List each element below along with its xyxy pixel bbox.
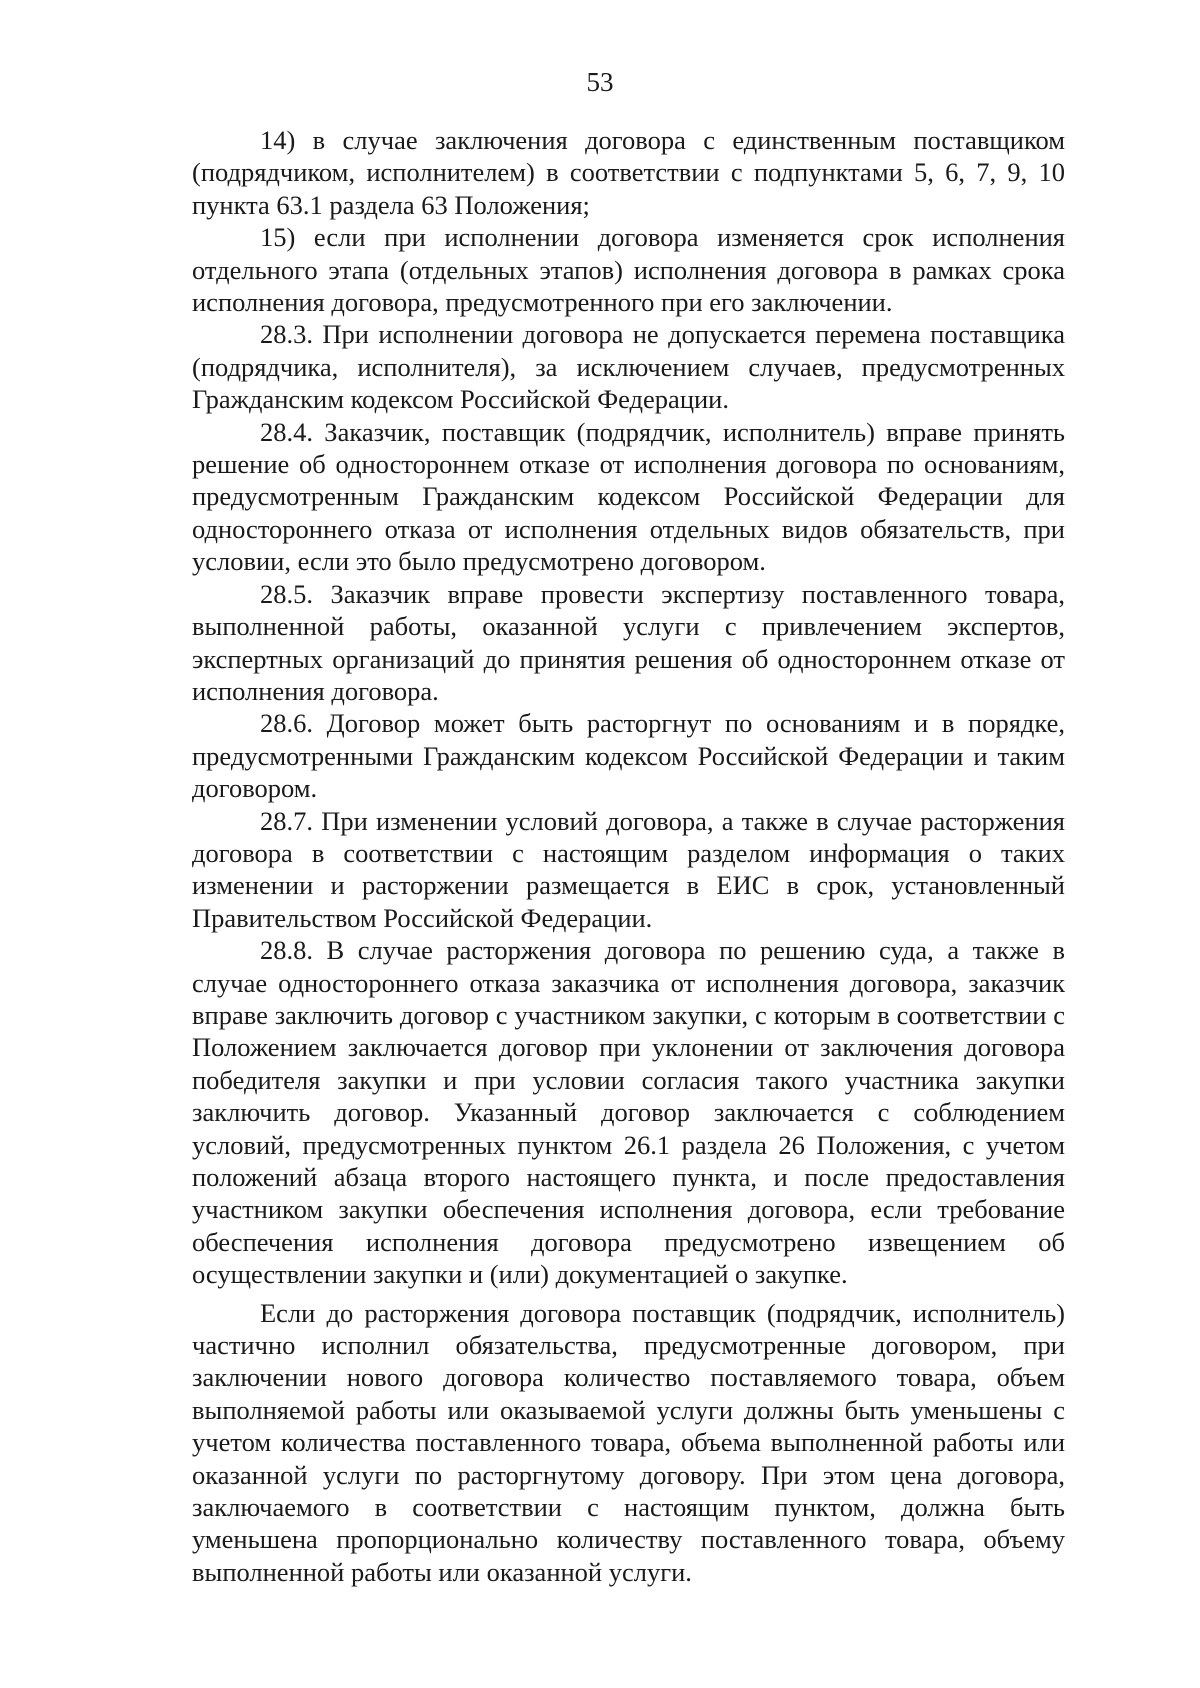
paragraph-28-8: 28.8. В случае расторжения договора по решению суда, а также в случае одностороннего отказа заказчика от исполнения договора, заказчик вправе заключить договор с участником закупки, с которым в соответствии с Положением заключается договор при уклонении от заключения договора победителя закупки и при условии согласия такого участника закупки заключить договор. Указанный договор заключается с соблюдением условий, предусмотренных пунктом 26.1 раздела 26 Положения, с учетом положений абзаца второго настоящего пункта, и после предоставления участником закупки обеспечения исполнения договора, если требование обеспечения исполнения договора предусмотрено извещением об осуществлении закупки и (или) документацией о закупке.	[192, 935, 1065, 1290]
paragraph-28-8-second: Если до расторжения договора поставщик (подрядчик, исполнитель) частично исполнил обязательства, предусмотренные договором, при заключении нового договора количество поставляемого товара, объем выполняемой работы или оказываемой услуги должны быть уменьшены с учетом количества поставленного товара, объема выполненной работы или оказанной услуги по расторгнутому договору. При этом цена договора, заключаемого в соответствии с настоящим пунктом, должна быть уменьшена пропорционально количеству поставленного товара, объему выполненной работы или оказанной услуги.	[192, 1297, 1065, 1587]
paragraph-28-4: 28.4. Заказчик, поставщик (подрядчик, исполнитель) вправе принять решение об одностороннем отказе от исполнения договора по основаниям, предусмотренным Гражданским кодексом Российской Федерации для одностороннего отказа от исполнения отдельных видов обязательств, при условии, если это было предусмотрено договором.	[192, 416, 1065, 577]
paragraph-item-14: 14) в случае заключения договора с единственным поставщиком (подрядчиком, исполнителем) в соответствии с подпунктами 5, 6, 7, 9, 10 пункта 63.1 раздела 63 Положения;	[192, 125, 1065, 220]
page-number: 53	[586, 67, 614, 97]
paragraph-28-6: 28.6. Договор может быть расторгнут по основаниям и в порядке, предусмотренными Гражданским кодексом Российской Федерации и таким договором.	[192, 708, 1065, 804]
paragraph-item-15: 15) если при исполнении договора изменяется срок исполнения отдельного этапа (отдельных этапов) исполнения договора в рамках срока исполнения договора, предусмотренного при его заключении.	[192, 222, 1065, 318]
document-body	[192, 124, 1065, 1588]
paragraph-28-5: 28.5. Заказчик вправе провести экспертизу поставленного товара, выполненной работы, оказанной услуги с привлечением экспертов, экспертных организаций до принятия решения об одностороннем отказе от исполнения договора.	[192, 578, 1065, 706]
paragraph-28-7: 28.7. При изменении условий договора, а также в случае расторжения договора в соответствии с настоящим разделом информация о таких изменении и расторжении размещается в ЕИС в срок, установленный Правительством Российской Федерации.	[192, 805, 1065, 933]
paragraph-28-3: 28.3. При исполнении договора не допускается перемена поставщика (подрядчика, исполнителя), за исключением случаев, предусмотренных Гражданским кодексом Российской Федерации.	[192, 319, 1065, 415]
